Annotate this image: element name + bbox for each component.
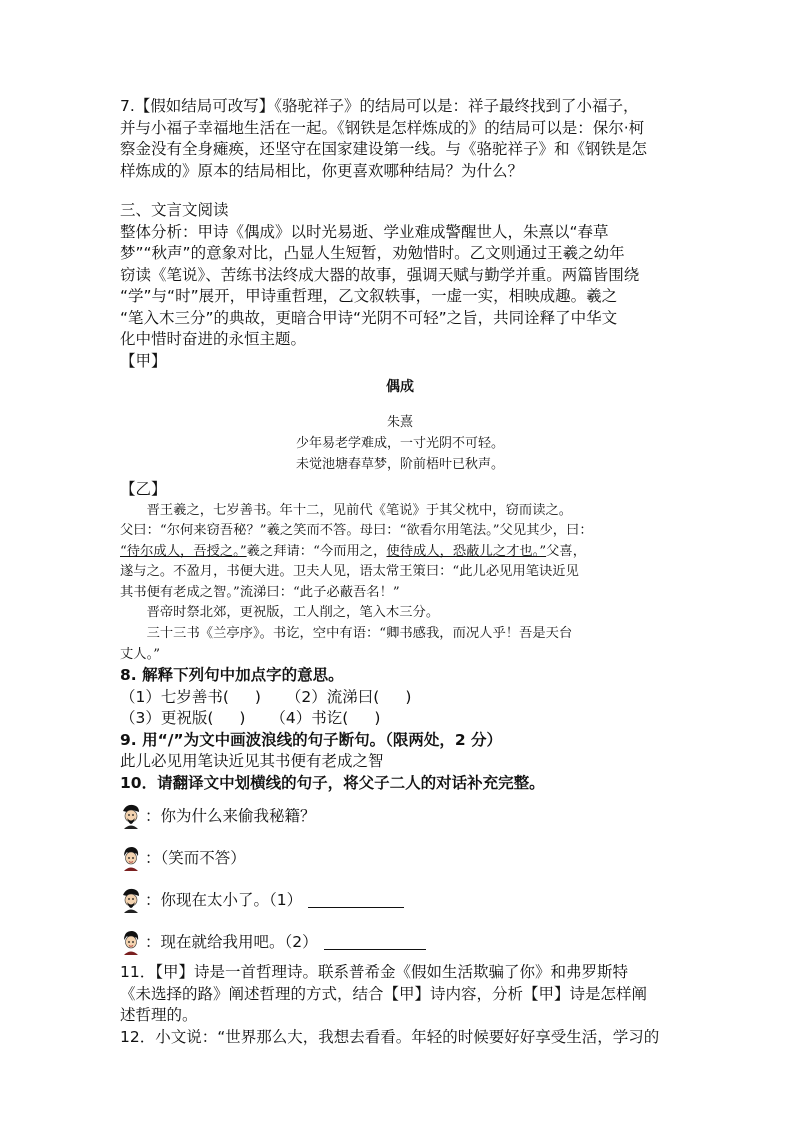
- q9-stem: 9. 用“/”为文中画波浪线的句子断句。（限两处，2 分）: [120, 730, 503, 749]
- q8-row-1: [120, 687, 680, 709]
- analysis-line-3: 窃读《笔说》、苦练书法终成大器的故事，强调天赋与勤学并重。两篇皆围绕: [120, 265, 640, 284]
- spacer: [120, 182, 680, 200]
- text-jia: [120, 351, 680, 476]
- q10-stem: 10．请翻译文中划横线的句子，将父子二人的对话补充完整。: [120, 773, 545, 792]
- jia-label: 【甲】: [120, 351, 167, 370]
- q11-line-3: 述哲理的。: [120, 1006, 198, 1025]
- yi-line-2: 父曰：“尔何来窃吾秘？”羲之笑而不答。母曰：“欲看尔用笔法。”父见其少，曰：: [120, 523, 593, 539]
- yi-line-3: [120, 542, 680, 563]
- poem-line-1: 少年易老学难成，一寸光阴不可轻。: [295, 436, 504, 451]
- q7-line-1: 7.【假如结局可改写】《骆驼祥子》的结局可以是：祥子最终找到了小福子，: [120, 97, 639, 115]
- yi-line-3-mid: 羲之拜请：“今而用之，: [246, 543, 387, 559]
- son-avatar-icon: [120, 929, 142, 955]
- q8-row-2: [120, 708, 680, 730]
- yi-line-1: 晋王羲之，七岁善书。年十二，见前代《笔说》于其父枕中，窃而读之。: [146, 502, 573, 518]
- section-heading: 三、文言文阅读: [120, 201, 229, 219]
- yi-line-4: 遂与之。不盈月，书便大进。卫夫人见，语太常王策曰：“此儿必见用笔诀近见: [120, 564, 579, 580]
- q9-sentence: 此儿必见用笔诀近见其书便有老成之智: [120, 752, 384, 771]
- yi-line-7: 三十三书《兰亭序》。书讫，空中有语：“卿书感我，而况人乎！吾是天台: [146, 626, 573, 642]
- answer-blank-2[interactable]: [324, 935, 426, 950]
- question-11: [120, 962, 680, 1027]
- analysis-line-4: “学”与“时”展开，甲诗重哲理，乙文叙轶事，一虚一实，相映成趣。羲之: [120, 287, 618, 305]
- question-10: [120, 773, 680, 963]
- q12-line-1: 12．小文说：“世界那么大，我想去看看。年轻的时候要好好享受生活，学习的: [120, 1027, 660, 1046]
- q7-line-4: 样炼成的》原本的结局相比，你更喜欢哪种结局？为什么？: [120, 161, 524, 180]
- q8-stem: 8. 解释下列句中加点字的意思。: [120, 666, 344, 685]
- yi-line-5: 其书便有老成之智。”流涕曰：“此子必蔽吾名！”: [120, 584, 400, 600]
- analysis-line-2: 梦”“秋声”的意象对比，凸显人生短暂，劝勉惜时。乙文则通过王羲之幼年: [120, 244, 625, 262]
- worksheet-page: [120, 96, 680, 1048]
- question-7: [120, 96, 680, 182]
- q8-item-2: （2）流涕曰( ): [285, 687, 412, 706]
- section-classical-reading: [120, 200, 680, 351]
- q11-line-2: 《未选择的路》阐述哲理的方式，结合【甲】诗内容，分析【甲】诗是怎样阐: [120, 984, 648, 1003]
- q8-item-1: （1）七岁善书( ): [120, 687, 261, 706]
- q7-line-2: 并与小福子幸福地生活在一起。《钢铁是怎样炼成的》的结局可以是：保尔·柯: [120, 118, 645, 137]
- underlined-sentence-1: “待尔成人，吾授之。”: [120, 543, 247, 559]
- answer-blank-1[interactable]: [308, 893, 404, 908]
- dialog-line-3: [120, 880, 680, 920]
- q8-item-4: （4）书讫( ): [270, 709, 381, 728]
- dialog-text-1: ：你为什么来偷我秘籍？: [145, 806, 316, 825]
- poem-line-2: 未觉池塘春草梦，阶前梧叶已秋声。: [295, 457, 504, 472]
- dialog-line-4: [120, 922, 680, 962]
- q8-item-3: （3）更祝版( ): [120, 709, 246, 728]
- question-9: [120, 730, 680, 773]
- dialog-text-3: ：你现在太小了。（1）: [145, 890, 303, 909]
- yi-line-3-end: 父喜，: [546, 543, 587, 559]
- analysis-line-6: 化中惜时奋进的永恒主题。: [120, 330, 307, 348]
- analysis-line-5: “笔入木三分”的典故，更暗合甲诗“光阴不可轻”之旨，共同诠释了中华文: [120, 308, 618, 327]
- yi-label: 【乙】: [120, 480, 167, 498]
- question-8: [120, 665, 680, 730]
- dialog-text-4: ：现在就给我用吧。（2）: [145, 932, 318, 951]
- q11-line-1: 11．【甲】诗是一首哲理诗。联系普希金《假如生活欺骗了你》和弗罗斯特: [120, 963, 628, 982]
- analysis-line-1: 整体分析：甲诗《偶成》以时光易逝、学业难成警醒世人，朱熹以“春草: [120, 222, 609, 241]
- q7-line-3: 察金没有全身瘫痪，还坚守在国家建设第一线。与《骆驼祥子》和《钢铁是怎: [120, 140, 648, 158]
- text-yi: [120, 479, 680, 665]
- dialog-line-2: [120, 838, 680, 878]
- question-12: [120, 1027, 680, 1049]
- yi-line-8: 丈人。”: [120, 646, 161, 662]
- father-avatar-icon: [120, 887, 142, 913]
- poem-title: 偶成: [386, 379, 414, 395]
- dialog-text-2: ：（笑而不答）: [145, 848, 246, 867]
- underlined-sentence-2: 使待成人，恐蔽儿之才也。”: [386, 543, 547, 559]
- son-avatar-icon: [120, 845, 142, 871]
- yi-line-6: 晋帝时祭北郊，更祝版，工人削之，笔入木三分。: [146, 605, 440, 621]
- poem-author: 朱熹: [386, 415, 413, 430]
- dialog-line-1: [120, 796, 680, 836]
- father-avatar-icon: [120, 803, 142, 829]
